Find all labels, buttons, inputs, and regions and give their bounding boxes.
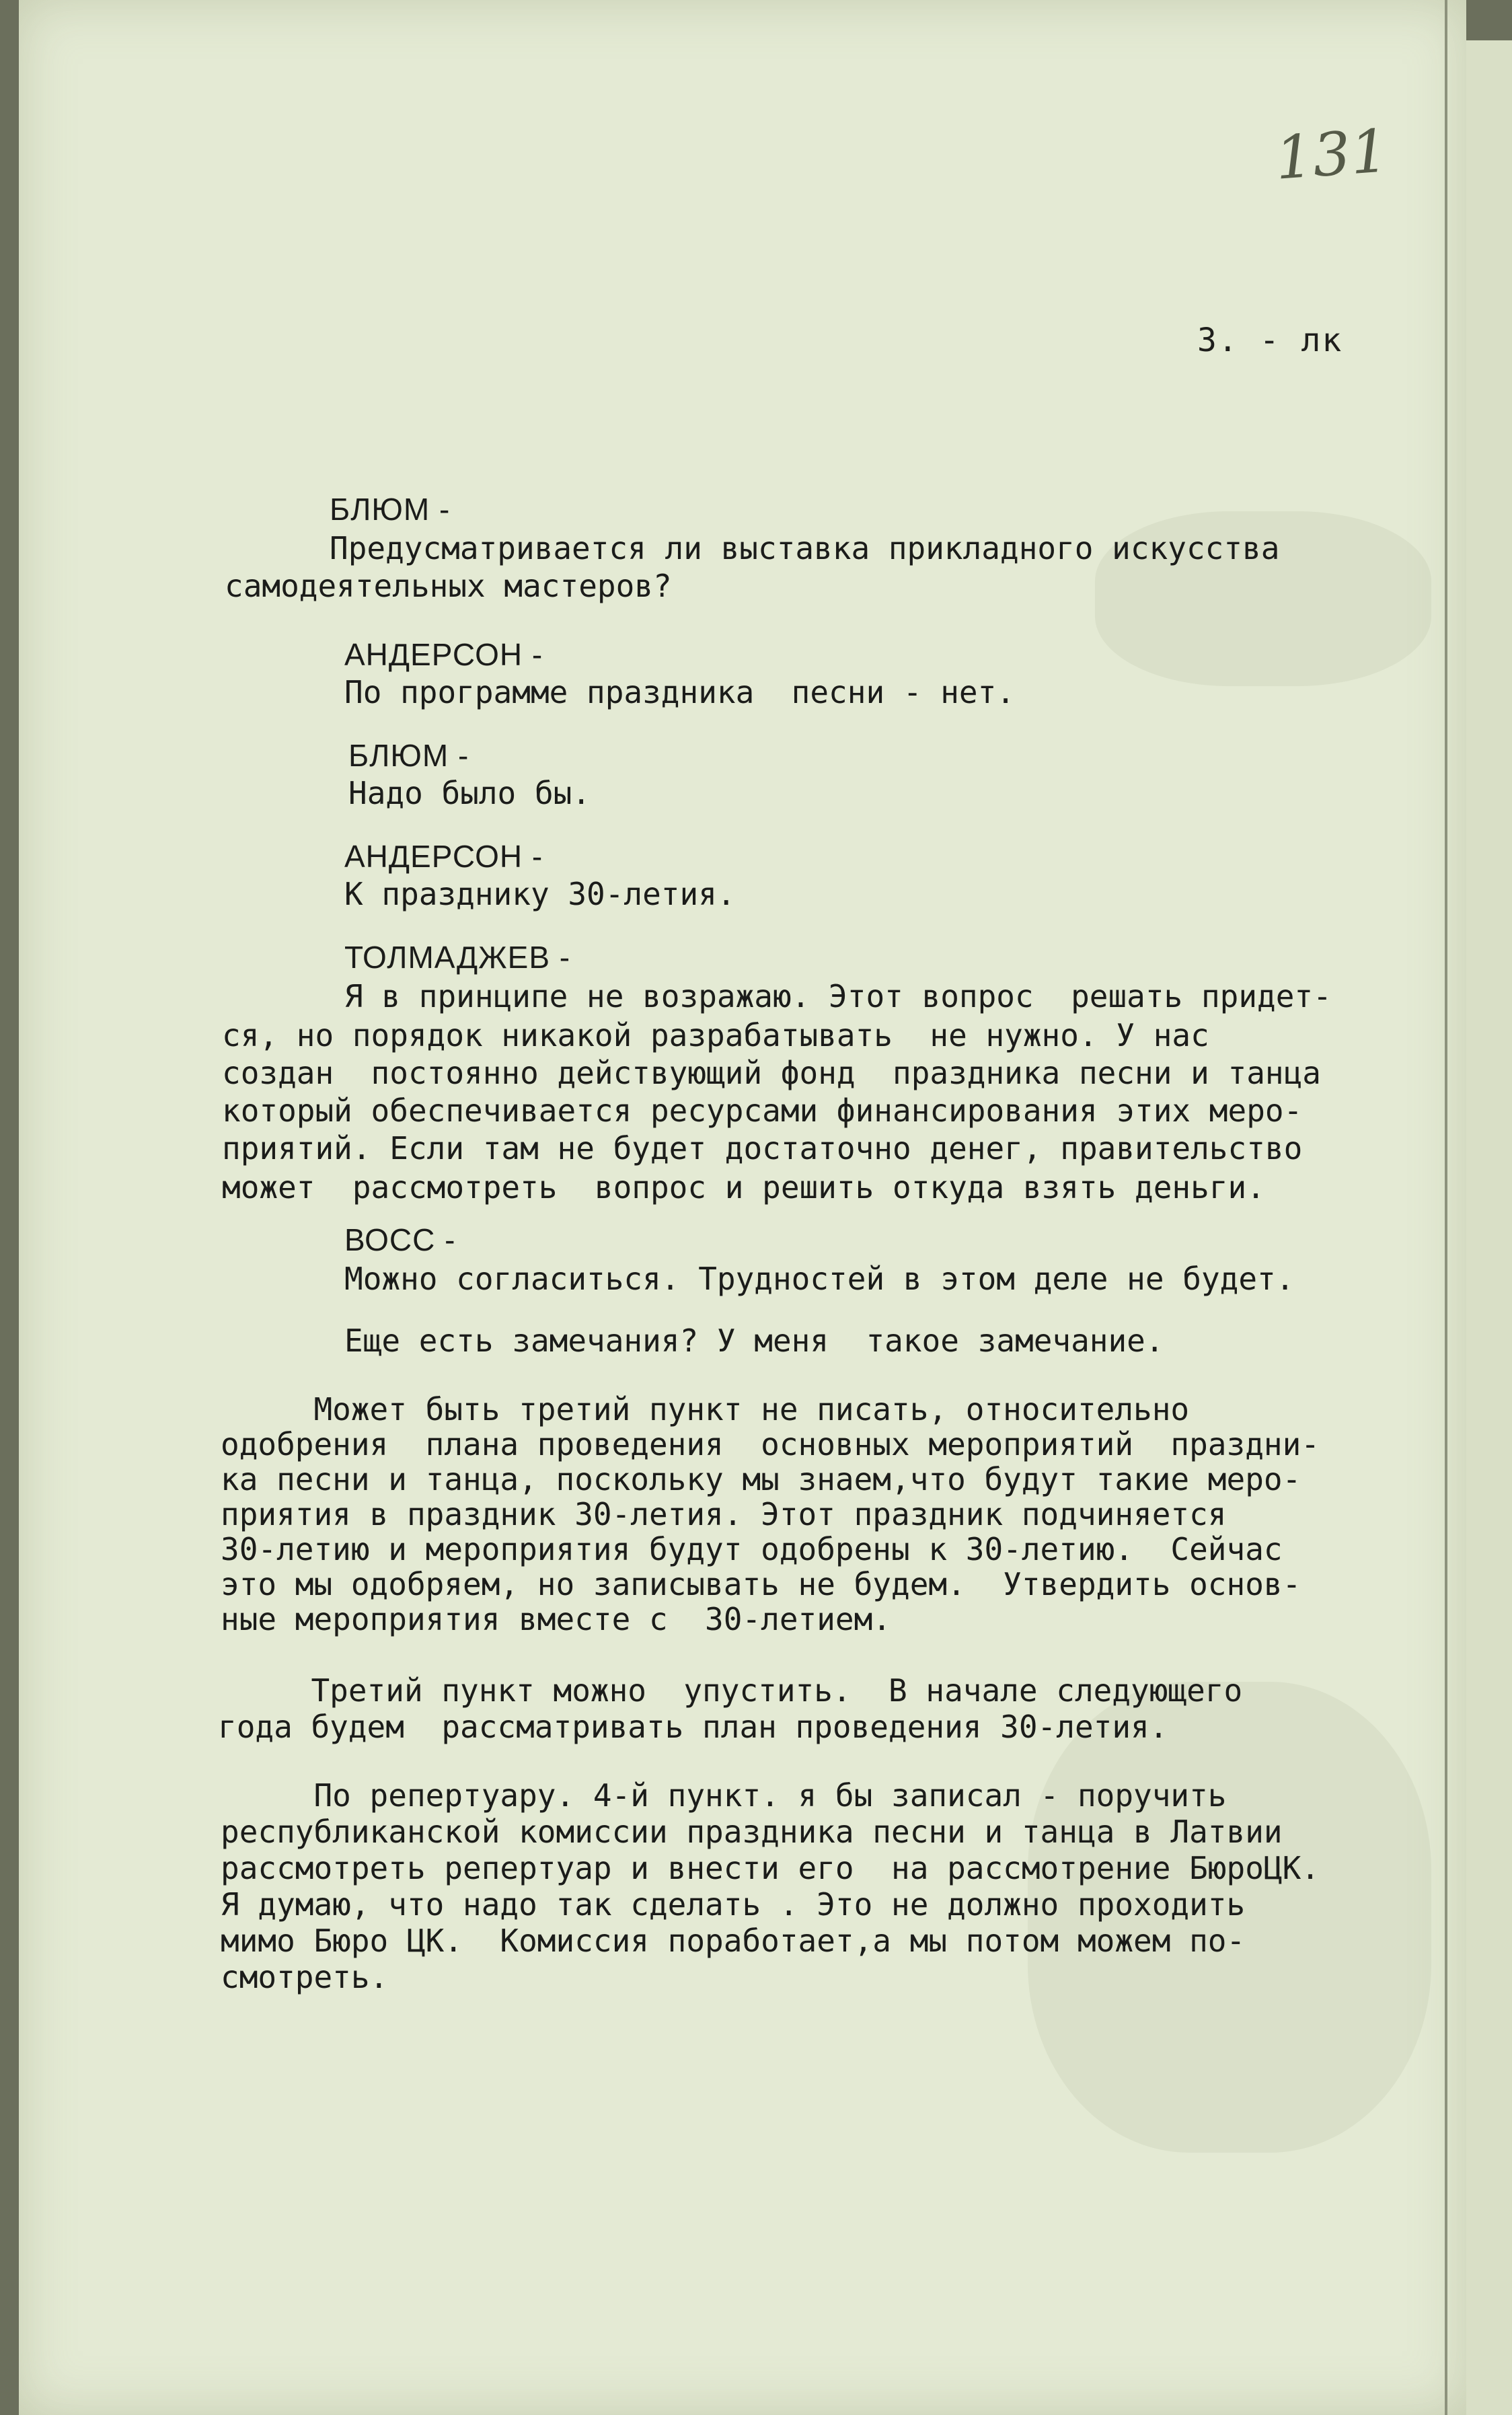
page-header-mark: 3. - лк: [1197, 322, 1343, 359]
speech-line: Я в принципе не возражаю. Этот вопрос решать придет-: [344, 978, 1332, 1014]
speech-line: По программе праздника песни - нет.: [344, 674, 1015, 710]
speech-line: который обеспечивается ресурсами финансирования этих меро-: [222, 1092, 1303, 1129]
paragraph-line: Еще есть замечания? У меня такое замечание.: [344, 1323, 1164, 1359]
paragraph-line: приятия в праздник 30-летия. Этот праздник подчиняется: [221, 1496, 1227, 1532]
speech-line: Надо было бы.: [348, 775, 591, 811]
speaker-label: АНДЕРСОН -: [344, 839, 543, 874]
paragraph-line: ка песни и танца, поскольку мы знаем,что будут такие меро-: [221, 1461, 1301, 1497]
speaker-label: АНДЕРСОН -: [344, 637, 543, 672]
paragraph-line: рассмотреть репертуар и внести его на рассмотрение БюроЦК.: [221, 1850, 1320, 1886]
speech-line: создан постоянно действующий фонд праздника песни и танца: [222, 1055, 1321, 1091]
paragraph-line: Я думаю, что надо так сделать . Это не должно проходить: [221, 1886, 1246, 1923]
paragraph-line: одобрения плана проведения основных мероприятий праздни-: [221, 1426, 1320, 1462]
paragraph-line: это мы одобряем, но записывать не будем. Утвердить основ-: [221, 1566, 1301, 1602]
paragraph-line: года будем рассматривать план проведения 30-летия.: [218, 1709, 1168, 1745]
paragraph-line: мимо Бюро ЦК. Комиссия поработает,а мы потом можем по-: [221, 1923, 1246, 1959]
paragraph-line: смотреть.: [221, 1959, 389, 1995]
paragraph-line: Может быть третий пункт не писать, относительно: [221, 1391, 1190, 1427]
speech-line: К празднику 30-летия.: [344, 876, 736, 912]
speech-line: Предусматривается ли выставка прикладного искусства: [330, 530, 1280, 566]
paragraph-line: Третий пункт можно упустить. В начале следующего: [218, 1672, 1243, 1709]
speaker-label: БЛЮМ -: [330, 492, 451, 527]
speaker-label: БЛЮМ -: [348, 738, 469, 773]
speech-line: может рассмотреть вопрос и решить откуда взять деньги.: [222, 1169, 1265, 1205]
paragraph-line: республиканской комиссии праздника песни и танца в Латвии: [221, 1814, 1283, 1850]
speaker-label: ТОЛМАДЖЕВ -: [344, 940, 571, 975]
speaker-label: ВОСС -: [344, 1222, 456, 1257]
page-edge-shadow: [1445, 0, 1447, 2415]
speech-line: ся, но порядок никакой разрабатывать не нужно. У нас: [222, 1017, 1209, 1053]
speech-line: приятий. Если там не будет достаточно денег, правительство: [222, 1130, 1303, 1166]
paragraph-line: ные мероприятия вместе с 30-летием.: [221, 1601, 891, 1637]
page-number: 131: [1273, 116, 1391, 193]
paragraph-line: По репертуару. 4-й пункт. я бы записал - поручить: [221, 1777, 1227, 1814]
speech-line: Можно согласиться. Трудностей в этом деле не будет.: [344, 1261, 1295, 1297]
speech-line: самодеятельных мастеров?: [225, 568, 672, 604]
paragraph-line: 30-летию и мероприятия будут одобрены к 30-летию. Сейчас: [221, 1531, 1283, 1567]
document-page: [19, 0, 1466, 2415]
